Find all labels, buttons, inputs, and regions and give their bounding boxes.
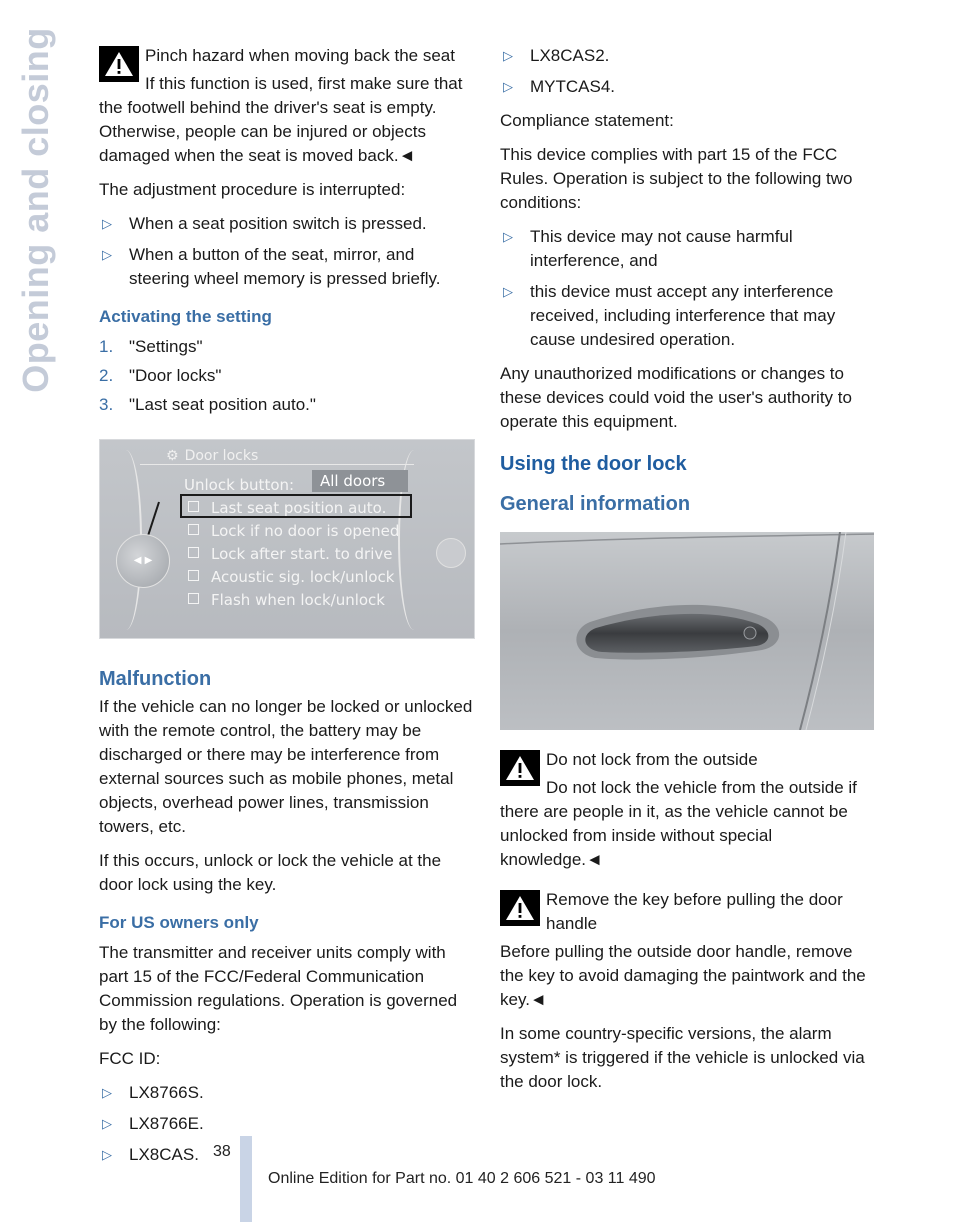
step-item <box>99 393 473 417</box>
do-not-lock-outside-warning <box>500 748 874 872</box>
page-number: 38 <box>213 1143 231 1160</box>
checkbox-icon <box>188 524 199 535</box>
remove-key-warning <box>500 888 874 1012</box>
door-handle-illustration <box>500 532 874 730</box>
warning-title: Do not lock from the outside <box>546 750 758 769</box>
door-lock-heading: Using the door lock <box>500 453 687 475</box>
page-footer <box>0 1136 960 1222</box>
chapter-side-tab <box>8 27 64 393</box>
malfunction-heading: Malfunction <box>99 668 212 690</box>
step-text: "Last seat position auto." <box>129 395 316 414</box>
fcc-id-list-continued <box>500 44 874 99</box>
step-item <box>99 364 473 388</box>
right-column <box>500 44 874 1104</box>
screen-option: Acoustic sig. lock/unlock <box>188 565 394 589</box>
unauthorized-text: Any unauthorized modifications or changes to these devices could void the user's authority to operate this equipment. <box>500 364 852 431</box>
selection-highlight <box>180 494 412 518</box>
pinch-hazard-warning <box>99 44 473 168</box>
fcc-intro: The transmitter and receiver units comply with part 15 of the FCC/Federal Communication Commission regulations. Operation is governed by the following: <box>99 943 458 1034</box>
warning-title: Pinch hazard when moving back the seat <box>145 46 455 65</box>
controller-knob-icon: ◀ ▶ <box>116 534 170 588</box>
interrupted-intro: The adjustment procedure is interrupted: <box>99 180 406 199</box>
fcc-id-label: FCC ID: <box>99 1049 161 1068</box>
left-column <box>99 44 473 1177</box>
list-item: ▷ When a seat position switch is pressed. <box>99 212 473 236</box>
us-owners-heading: For US owners only <box>99 913 259 932</box>
door-handle-photo <box>500 532 874 730</box>
step-item <box>99 335 473 359</box>
warning-body: Before pulling the outside door handle, remove the key to avoid damaging the paintwork and the key.◄ <box>500 942 866 1009</box>
interrupted-list <box>99 212 473 291</box>
list-item: ▷ LX8766E. <box>99 1112 473 1136</box>
unlock-button-value: All doors <box>312 470 408 492</box>
general-info-heading: General information <box>500 493 691 515</box>
conditions-list <box>500 225 874 352</box>
activating-heading: Activating the setting <box>99 307 272 326</box>
activation-steps <box>99 335 473 417</box>
warning-body: If this function is used, first make sure that the footwell behind the driver's seat is empty. Otherwise, people can be injured or objects damaged when the seat is moved back.◄ <box>99 74 463 165</box>
checkbox-icon <box>188 593 199 604</box>
edition-note: Online Edition for Part no. 01 40 2 606 521 - 03 11 490 <box>268 1170 656 1187</box>
step-text: "Settings" <box>129 337 203 356</box>
screen-option: Lock if no door is opened <box>188 519 399 543</box>
list-item: ▷ This device may not cause harmful interference, and <box>500 225 874 273</box>
step-number: 1. <box>99 337 114 356</box>
warning-triangle-icon <box>500 750 540 786</box>
checkbox-icon <box>188 547 199 558</box>
alarm-text: In some country-specific versions, the alarm system* is triggered if the vehicle is unlocked via the door lock. <box>500 1024 865 1091</box>
list-item: ▷ this device must accept any interference received, including interference that may cause undesired operation. <box>500 280 874 352</box>
screen-divider <box>140 464 414 465</box>
compliance-label: Compliance statement: <box>500 111 674 130</box>
unlock-button-label: Unlock button: <box>184 476 295 494</box>
screen-option: Last seat position auto. <box>188 496 386 520</box>
option-knob-icon <box>436 538 466 568</box>
gear-icon: ⚙ <box>166 448 179 464</box>
warning-triangle-icon <box>500 890 540 926</box>
checkbox-icon <box>188 570 199 581</box>
step-number: 2. <box>99 366 114 385</box>
compliance-text: This device complies with part 15 of the FCC Rules. Operation is subject to the following two conditions: <box>500 145 853 212</box>
list-item: ▷ LX8766S. <box>99 1081 473 1105</box>
screen-option: Flash when lock/unlock <box>188 588 385 612</box>
step-number: 3. <box>99 395 114 414</box>
footer-divider-bar <box>240 1136 252 1222</box>
door-locks-screen-image <box>99 439 475 639</box>
malfunction-text: If the vehicle can no longer be locked or unlocked with the remote control, the battery may be discharged or there may be interference from external sources such as mobile phones, metal objects, overhead power lines, transmission towers, etc. <box>99 697 473 836</box>
step-text: "Door locks" <box>129 366 222 385</box>
malfunction-text-2: If this occurs, unlock or lock the vehicle at the door lock using the key. <box>99 851 442 894</box>
warning-body: Do not lock the vehicle from the outside if there are people in it, as the vehicle cannot be unlocked from inside without special knowledge.◄ <box>500 778 857 869</box>
warning-title: Remove the key before pulling the door handle <box>546 890 843 933</box>
warning-triangle-icon <box>99 46 139 82</box>
list-item: ▷ When a button of the seat, mirror, and steering wheel memory is pressed briefly. <box>99 243 473 291</box>
list-item: ▷ LX8CAS2. <box>500 44 874 68</box>
chapter-title: Opening and closing <box>15 27 56 393</box>
list-item: ▷ LX8CAS. <box>99 1143 473 1167</box>
screen-title: ⚙ Door locks <box>166 448 259 464</box>
list-item: ▷ MYTCAS4. <box>500 75 874 99</box>
screen-option: Lock after start. to drive <box>188 542 393 566</box>
